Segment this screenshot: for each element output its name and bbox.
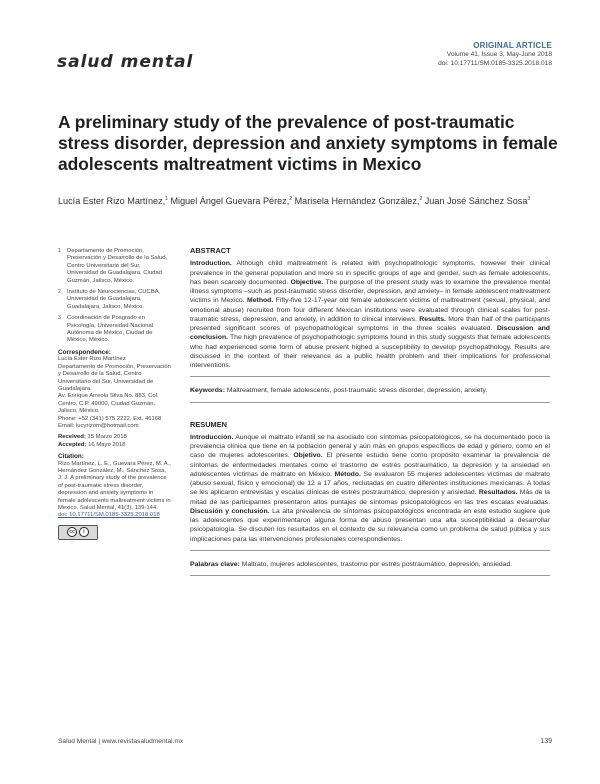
abstract-results-label: Results. <box>419 315 446 323</box>
abstract-keywords <box>190 386 550 395</box>
abstract-body <box>190 259 550 370</box>
correspondence-department: Departamento de Promoción, Preservación y Desarrollo de la Salud, Centro Universitario del Sur, Universidad de Guadalajara. <box>58 363 171 392</box>
abstract-method-label: Method. <box>247 297 274 305</box>
volume-issue: Volume 41, Issue 3, May-June 2018 <box>446 51 552 58</box>
author-list <box>58 196 558 206</box>
resumen-objective-label: Objetivo. <box>293 452 323 460</box>
affiliation-number: 2 <box>58 289 61 296</box>
creative-commons-license-badge[interactable] <box>58 525 98 540</box>
abstract-method-text: Fifty-five 12-17-year old female adolescent victims of maltreatment (sexual, physical, and emotional abuse) recruited from four different Mexican institutions were evaluated through clinical scales for post-traumatic stress, depression, and anxiety, in addition to clinical interviews. <box>190 297 550 323</box>
section-divider <box>190 550 550 551</box>
affiliation-number: 3 <box>58 315 61 322</box>
resumen-method-label: Método. <box>334 470 361 478</box>
abstract-results-text: More than half of the participants presented significant scores of psychopathological symptoms in the three scales evaluated. <box>190 315 551 332</box>
resumen-discussion-label: Discusión y conclusión. <box>190 507 270 515</box>
article-type-label: ORIGINAL ARTICLE <box>473 41 552 50</box>
author-affiliation-number: 3 <box>527 196 531 202</box>
correspondence-email[interactable]: Email: lucyrizom@hotmail.com <box>58 422 139 429</box>
correspondence-heading: Correspondence: <box>58 348 111 356</box>
correspondence-name: Lucía Ester Rizo Martínez <box>58 356 126 363</box>
palabras-clave-label: Palabras clave: <box>190 560 240 568</box>
doi-header: doi: 10.17711/SM.0185-3325.2018.018 <box>438 60 552 67</box>
author-name: Miguel Ángel Guevara Pérez, <box>170 196 290 207</box>
footer-journal-url: Salud Mental | www.revistasaludmental.mx <box>58 738 184 745</box>
keywords-label: Keywords: <box>190 387 225 395</box>
article-header-meta <box>438 41 552 68</box>
resumen-keywords <box>190 560 550 569</box>
accepted-date <box>58 442 171 449</box>
received-value: 15 Marzo 2018 <box>87 434 127 441</box>
received-label: Received: <box>58 434 86 441</box>
accepted-label: Accepted: <box>58 441 87 448</box>
resumen-intro-label: Introducción. <box>190 433 234 441</box>
affiliation-item <box>58 315 171 345</box>
abstract-objective-label: Objective. <box>290 278 324 286</box>
section-divider <box>190 575 550 576</box>
abstract-intro-text: Although child maltreatment is related with psychopathologic symptoms, however their clinical prevalence in the general population and more so in specific groups of age and gender, such as female adolescents, has been scarcely documented. <box>190 260 550 286</box>
abstract-objective-text: The purpose of the present study was to examine the prevalence mental illness symptoms –such as post-traumatic stress disorder, depression, and anxiety– in female adolescent maltreatment victims in Mexico. <box>190 278 550 305</box>
affiliation-text: Departamento de Promoción, Preservación y Desarrollo de la Salud, Centro Universitario del Sur, Universidad de Guadalajara, Ciudad Guzmán, Jalisco, México. <box>67 248 168 284</box>
palabras-clave-text: Maltrato, mujeres adolescentes, trastorno por estrés postraumático, depresión, ansiedad. <box>239 560 513 568</box>
citation-doi-link[interactable]: doi: 10.17711/SM.0185-3325.2018.018 <box>58 512 160 519</box>
citation-text: Rizo Martínez, L. E., Guevara Pérez, M. A., Hernández González, M., Sánchez Sosa, J. J. A preliminary study of the prevalence of post-traumatic stress disorder, depression and anxiety symptoms in female adolescents maltreatment victims in Mexico. Salud Mental, 41(3), 139-144. <box>58 460 171 511</box>
resumen-results-label: Resultados. <box>478 489 518 497</box>
attribution-icon: i <box>79 527 89 537</box>
resumen-method-text: Se evaluaron 55 mujeres adolescentes víctimas de maltrato (abuso sexual, físico y emocional) de 12 a 17 años, reclutadas en cuatro diferentes instituciones mexicanas. A todas se les aplicaron entrevistas y escalas clínicas de estrés postraumático, depresión y ansiedad. <box>190 470 550 497</box>
author-affiliation-number: 2 <box>289 196 293 202</box>
author-name: Marisela Hernández González, <box>294 196 420 207</box>
citation-heading: Citation: <box>58 453 84 461</box>
author-affiliation-number: 1 <box>165 196 168 202</box>
resumen-discussion-text: La alta prevalencia de síntomas psicopatológicos encontrada en este estudio sugiere que las adolescentes que experimentaron alguna forma de abuso presentan una alta susceptibilidad a desarrollar psicopatología. Se discuten los resultados en el contexto de su relevancia como un problema de salud pública y sus implicaciones para las intervenciones profesionales correspondientes. <box>190 507 551 543</box>
affiliation-number: 1 <box>58 248 61 254</box>
journal-logo: salud mental <box>57 52 194 72</box>
abstract-section <box>190 246 550 403</box>
section-divider <box>190 402 550 403</box>
cc-icon: cc <box>67 527 77 537</box>
article-sidebar <box>58 248 171 540</box>
abstract-intro-label: Introduction. <box>190 260 232 268</box>
abstract-heading: ABSTRACT <box>190 246 231 255</box>
affiliation-text: Coordinación de Posgrado en Psicología, Universidad Nacional Autónoma de México, Ciudad de México, México. <box>67 315 154 344</box>
page-number: 139 <box>540 738 552 745</box>
abstract-discussion-label: Discussion and conclusion. <box>190 325 550 342</box>
correspondence-phone: Phone: +52 (341) 575 2222, Ext. 46168 <box>58 415 162 422</box>
resumen-heading: RESUMEN <box>190 419 227 429</box>
resumen-section <box>190 420 550 577</box>
affiliation-item <box>58 248 171 285</box>
resumen-results-text: Más de la mitad de las participantes presentaron altos puntajes de síntomas psicopatológicos en las tres escalas evaluadas. <box>190 489 550 506</box>
resumen-objective-text: El presente estudio tiene como propósito examinar la prevalencia de síntomas de enfermedades mentales como el trastorno de estrés postraumático, la depresión y la ansiedad en adolescentes víctimas de maltrato en México. <box>190 452 551 478</box>
affiliation-item <box>58 289 171 311</box>
resumen-intro-text: Aunque el maltrato infantil se ha asociado con síntomas psicopatológicos, se ha documentado poco la prevalencia clínica que tiene en la población general y aún más en grupos específicos de edad y género, como en el caso de mujeres adolescentes. <box>190 433 550 460</box>
resumen-body <box>190 433 550 544</box>
abstracts <box>190 246 550 576</box>
keywords-text: Maltreatment, female adolescents, post-traumatic stress disorder, depression, anxiety. <box>225 387 488 395</box>
accepted-value: 16 Mayo 2018 <box>88 441 126 448</box>
abstract-discussion-text: The high prevalence of psychopathologic symptoms found in this study suggests that female adolescents who had experienced some form of abuse present highed a susceptibility to develop psychopathology. Results are discussed in the context of their relevance as a public health problem and their implications for professional interventions. <box>190 334 550 369</box>
author-name: Juan José Sánchez Sosa <box>424 196 528 207</box>
received-date <box>58 434 171 441</box>
correspondence-address: Av. Enrique Arreola Silva No. 883, Col. Centro, C.P. 49000, Ciudad Guzmán, Jalisco, México. <box>58 393 159 415</box>
author-affiliation-number: 2 <box>419 196 423 202</box>
section-divider <box>190 376 550 377</box>
author-name: Lucía Ester Rizo Martínez, <box>58 196 166 207</box>
article-title: A preliminary study of the prevalence of post-traumatic stress disorder, depression and anxiety symptoms in female adolescents maltreatment victims in Mexico <box>58 112 558 174</box>
affiliation-text: Instituto de Neurociencias, CUCBA, Universidad de Guadalajara, Guadalajara, Jalisco, México. <box>67 289 161 310</box>
